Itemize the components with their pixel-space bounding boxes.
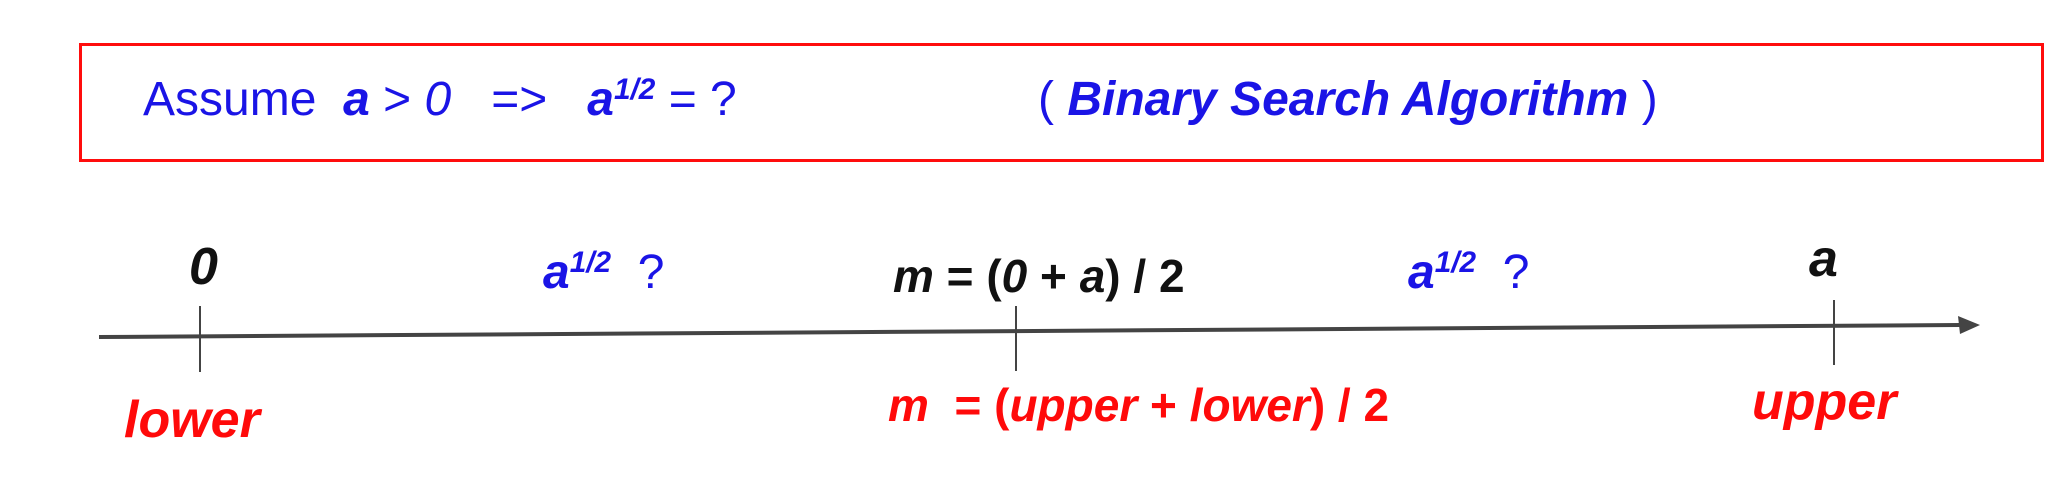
left-guess-base: a <box>543 246 570 299</box>
right-guess <box>1408 245 1529 300</box>
mid-label-open: ( <box>994 379 1010 431</box>
algorithm-name: Binary Search Algorithm <box>1067 73 1629 126</box>
right-value-label: a <box>1809 230 1838 288</box>
mid-eq: = <box>933 250 987 302</box>
equals-question: = ? <box>668 73 737 126</box>
mid-formula <box>893 249 1185 303</box>
mid-label-plus: + <box>1137 379 1190 431</box>
mid-label-upper: upper <box>1009 379 1138 431</box>
upper-label: upper <box>1752 373 1897 431</box>
mid-a: a <box>1079 250 1106 302</box>
right-guess-exp: 1/2 <box>1434 245 1477 279</box>
mid-close: ) <box>1105 250 1121 302</box>
left-guess-question: ? <box>637 246 665 299</box>
axis-line <box>99 325 1960 337</box>
left-guess <box>543 245 664 300</box>
mid-label-div: / 2 <box>1325 379 1390 431</box>
greater-than: > <box>383 73 412 126</box>
paren-close: ) <box>1641 73 1658 126</box>
mid-zero: 0 <box>1001 250 1028 302</box>
mid-plus: + <box>1027 250 1080 302</box>
mid-label-eq: = <box>928 379 995 431</box>
mid-label-m: m <box>888 379 929 431</box>
a-variable: a <box>343 73 370 126</box>
lower-label: lower <box>124 391 260 449</box>
mid-label-close: ) <box>1309 379 1326 431</box>
left-value-label: 0 <box>189 238 218 296</box>
mid-div: / 2 <box>1120 250 1185 302</box>
mid-open: ( <box>986 250 1002 302</box>
left-guess-exp: 1/2 <box>569 245 612 279</box>
zero-value: 0 <box>424 73 452 126</box>
right-guess-base: a <box>1408 246 1435 299</box>
assume-word: Assume <box>143 73 317 126</box>
sqrt-base: a <box>587 73 614 126</box>
right-guess-question: ? <box>1502 246 1530 299</box>
axis-arrowhead <box>1958 316 1980 334</box>
mid-label <box>888 378 1389 432</box>
implies-arrow: => <box>491 73 548 126</box>
paren-open: ( <box>1038 73 1054 126</box>
mid-label-lower: lower <box>1189 379 1310 431</box>
sqrt-exponent: 1/2 <box>613 72 656 106</box>
mid-m: m <box>893 250 934 302</box>
